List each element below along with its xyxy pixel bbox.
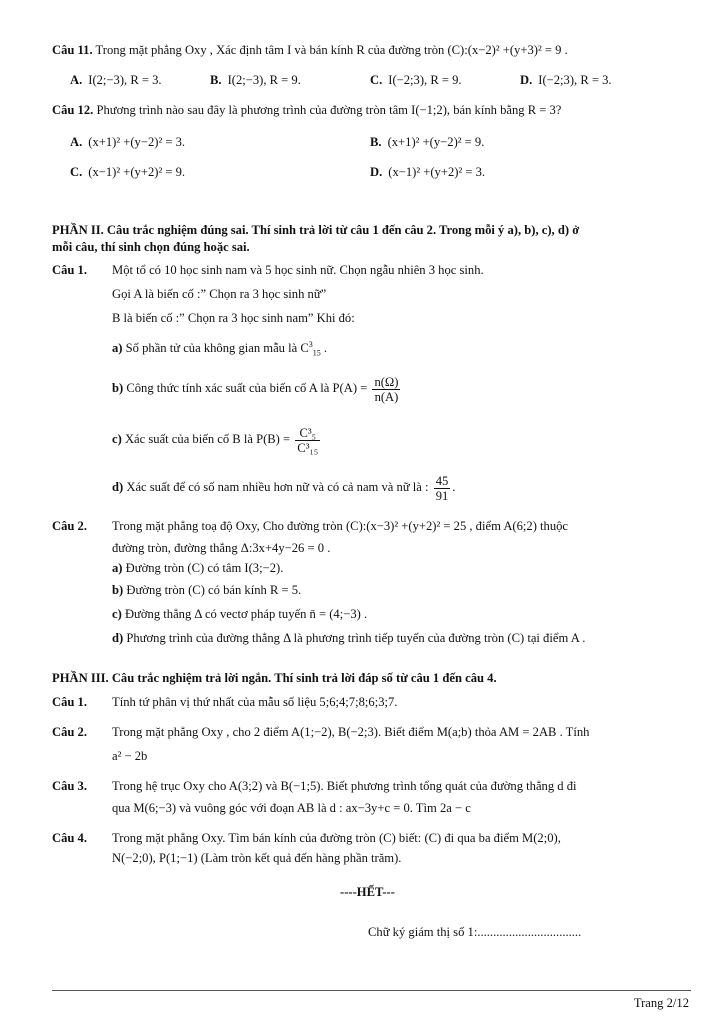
p2-c2-a: a) Đường tròn (C) có tâm I(3;−2). bbox=[112, 561, 284, 575]
p3-c2-line1: Trong mặt phẳng Oxy , cho 2 điểm A(1;−2), B(−2;3). Biết điểm M(a;b) thỏa AM = 2AB . Tính bbox=[112, 725, 590, 739]
p3-c3-line2: qua M(6;−3) và vuông góc với đoạn AB là d : ax−3y+c = 0. Tìm 2a − c bbox=[112, 801, 471, 815]
part2-heading-line2: mỗi câu, thí sinh chọn đúng hoặc sai. bbox=[52, 240, 250, 254]
footer-rule bbox=[52, 990, 691, 991]
p3-c2-label: Câu 2. bbox=[52, 725, 87, 739]
q12-option-a: A. (x+1)² +(y−2)² = 3. bbox=[70, 135, 186, 149]
p2-c1-c-fraction: $\frac{\text{C³₅}}{\text{C³₁₅}}$ bbox=[297, 425, 319, 455]
p3-c3-label: Câu 3. bbox=[52, 779, 87, 793]
p3-c2-line2: a² − 2b bbox=[112, 749, 148, 763]
p2-c2-d: d) Phương trình của đường thẳng Δ là phương trình tiếp tuyến của đường tròn (C) tại điểm A . bbox=[112, 631, 586, 645]
p3-c4-line2: N(−2;0), P(1;−1) (Làm tròn kết quả đến hàng phần trăm). bbox=[112, 851, 402, 865]
p2-c1-c: c) Xác suất của biến cố B là P(B) = $\frac{\text{C³₅}}{\text{C³₁₅}}$ bbox=[112, 425, 319, 455]
p3-c1-label: Câu 1. bbox=[52, 695, 87, 709]
q11-stem bbox=[52, 42, 568, 58]
p3-c3-line1: Trong hệ trục Oxy cho A(3;2) và B(−1;5). Biết phương trình tổng quát của đường thẳng d đi bbox=[112, 779, 577, 793]
p3-c1-line1: Tính tứ phân vị thứ nhất của mẫu số liệu 5;6;4;7;8;6;3;7. bbox=[112, 695, 398, 709]
p2-c2-b: b) Đường tròn (C) có bán kính R = 5. bbox=[112, 583, 302, 597]
p2-c1-a: a) Số phần tử của không gian mẫu là $C^3_{15}$ . bbox=[112, 339, 328, 358]
q11-option-c: C. I(−2;3), R = 9. bbox=[370, 73, 462, 87]
end-mark: ----HẾT--- bbox=[340, 885, 395, 899]
q11-text: Trong mặt phẳng Oxy , Xác định tâm I và bán kính R của đường tròn (C):(x−2)² +(y+3)² = 9 . bbox=[95, 43, 568, 57]
p2-c1-b: b) Công thức tính xác suất của biến cố A là P(A) = $\frac{n(\Omega)}{n(A)}$ bbox=[112, 374, 399, 404]
p2-c1-d: d) Xác suất để có số nam nhiều hơn nữ và có cả nam và nữ là : $\frac{45}{91}$ . bbox=[112, 473, 456, 503]
q12-stem bbox=[52, 102, 561, 118]
p2-c1-line3: B là biến cố :” Chọn ra 3 học sinh nam” Khi đó: bbox=[112, 311, 355, 325]
q11-label: Câu 11. bbox=[52, 43, 93, 57]
q11-option-d: D. I(−2;3), R = 3. bbox=[520, 73, 612, 87]
p3-c4-line1: Trong mặt phẳng Oxy. Tìm bán kính của đường tròn (C) biết: (C) đi qua ba điểm M(2;0), bbox=[112, 831, 561, 845]
p3-c4-label: Câu 4. bbox=[52, 831, 87, 845]
p2-c2-c: c) Đường thẳng Δ có vectơ pháp tuyến n̄ = (4;−3) . bbox=[112, 607, 368, 621]
p2-c1-line1: Một tổ có 10 học sinh nam và 5 học sinh nữ. Chọn ngẫu nhiên 3 học sinh. bbox=[112, 263, 484, 277]
part3-heading: PHẦN III. Câu trắc nghiệm trả lời ngắn. Thí sinh trả lời đáp số từ câu 1 đến câu 4. bbox=[52, 671, 497, 685]
q12-label: Câu 12. bbox=[52, 103, 94, 117]
q11-option-b: B. I(2;−3), R = 9. bbox=[210, 73, 301, 87]
signature-line: Chữ ký giám thị số 1:................................. bbox=[368, 925, 582, 939]
q11-option-a: A. I(2;−3), R = 3. bbox=[70, 73, 162, 87]
q12-option-b: B. (x+1)² +(y−2)² = 9. bbox=[370, 135, 485, 149]
p2-c2-line2: đường tròn, đường thẳng Δ:3x+4y−26 = 0 . bbox=[112, 541, 331, 555]
p2-c1-label: Câu 1. bbox=[52, 263, 87, 277]
q12-option-d: D. (x−1)² +(y+2)² = 3. bbox=[370, 165, 486, 179]
p2-c1-d-fraction: $\frac{45}{91}$ bbox=[435, 473, 449, 503]
p2-c1-b-fraction: $\frac{n(\Omega)}{n(A)}$ bbox=[374, 374, 399, 404]
p2-c2-label: Câu 2. bbox=[52, 519, 87, 533]
q12-option-c: C. (x−1)² +(y+2)² = 9. bbox=[70, 165, 186, 179]
page-number: Trang 2/12 bbox=[633, 996, 689, 1010]
p2-c1-line2: Gọi A là biến cố :” Chọn ra 3 học sinh nữ” bbox=[112, 287, 327, 301]
part2-heading-line1: PHẦN II. Câu trắc nghiệm đúng sai. Thí sinh trả lời từ câu 1 đến câu 2. Trong mỗi ý a), b), c), d) ở bbox=[52, 223, 580, 237]
q12-text: Phương trình nào sau đây là phương trình của đường tròn tâm I(−1;2), bán kính bằng R = 3? bbox=[96, 103, 562, 117]
p2-c2-line1: Trong mặt phẳng toạ độ Oxy, Cho đường tròn (C):(x−3)² +(y+2)² = 25 , điểm A(6;2) thuộc bbox=[112, 519, 569, 533]
